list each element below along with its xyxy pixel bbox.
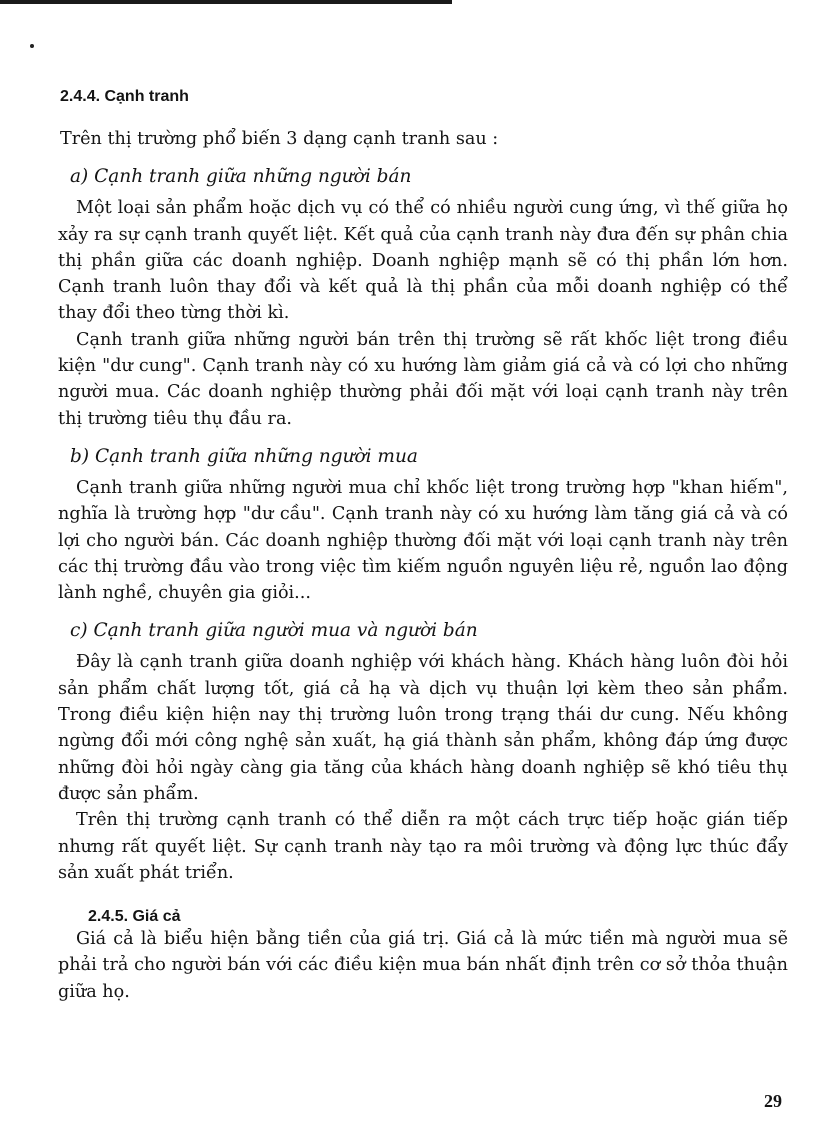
subsection-title-a: a) Cạnh tranh giữa những người bán [70, 166, 412, 188]
page-dot [30, 44, 34, 48]
page-number: 29 [764, 1091, 782, 1111]
subsection-title-b: b) Cạnh tranh giữa những người mua [70, 445, 418, 467]
section-heading-canh-tranh: 2.4.4. Cạnh tranh [60, 88, 189, 105]
paragraph-b1: Cạnh tranh giữa những người mua chỉ khốc liệt trong trường hợp "khan hiếm", nghĩa là trường hợp "dư cầu". Cạnh tranh này có xu hướng làm tăng giá cả và có lợi cho người bán. Các doanh nghiệp thường đối mặt với loại cạnh tranh này trên các thị trường đầu vào trong việc tìm kiếm nguồn nguyên liệu rẻ, nguồn lao động lành nghề, chuyên gia giỏi... [58, 477, 788, 604]
subsection-title-c: c) Cạnh tranh giữa người mua và người bán [70, 620, 478, 642]
top-rule [0, 0, 452, 4]
paragraph-a1: Một loại sản phẩm hoặc dịch vụ có thể có nhiều người cung ứng, vì thế giữa họ xảy ra sự cạnh tranh quyết liệt. Kết quả của cạnh tranh này đưa đến sự phân chia thị phần giữa các doanh nghiệp. Doanh nghiệp mạnh sẽ có thị phần lớn hơn. Cạnh tranh luôn thay đổi và kết quả là thị phần của mỗi doanh nghiệp có thể thay đổi theo từng thời kì. [58, 198, 788, 324]
paragraph-c1: Đây là cạnh tranh giữa doanh nghiệp với khách hàng. Khách hàng luôn đòi hỏi sản phẩm chất lượng tốt, giá cả hạ và dịch vụ thuận lợi kèm theo sản phẩm. Trong điều kiện hiện nay thị trường luôn trong trạng thái dư cung. Nếu không ngừng đổi mới công nghệ sản xuất, hạ giá thành sản phẩm, không đáp ứng được những đòi hỏi ngày càng gia tăng của khách hàng doanh nghiệp sẽ khó tiêu thụ được sản phẩm. [58, 652, 788, 804]
paragraph-a2: Cạnh tranh giữa những người bán trên thị trường sẽ rất khốc liệt trong điều kiện "dư cung". Cạnh tranh này có xu hướng làm giảm giá cả và có lợi cho những người mua. Các doanh nghiệp thường phải đối mặt với loại cạnh tranh này trên thị trường tiêu thụ đầu ra. [58, 329, 788, 429]
paragraph-c2: Trên thị trường cạnh tranh có thể diễn ra một cách trực tiếp hoặc gián tiếp nhưng rất quyết liệt. Sự cạnh tranh này tạo ra môi trường và động lực thúc đẩy sản xuất phát triển. [58, 810, 788, 883]
paragraph-gia-ca: Giá cả là biểu hiện bằng tiền của giá trị. Giá cả là mức tiền mà người mua sẽ phải trả cho người bán với các điều kiện mua bán nhất định trên cơ sở thỏa thuận giữa họ. [58, 929, 788, 1002]
page-content [58, 88, 788, 1005]
intro-paragraph: Trên thị trường phổ biến 3 dạng cạnh tranh sau : [60, 129, 499, 149]
section-heading-gia-ca: 2.4.5. Giá cả [88, 908, 181, 926]
